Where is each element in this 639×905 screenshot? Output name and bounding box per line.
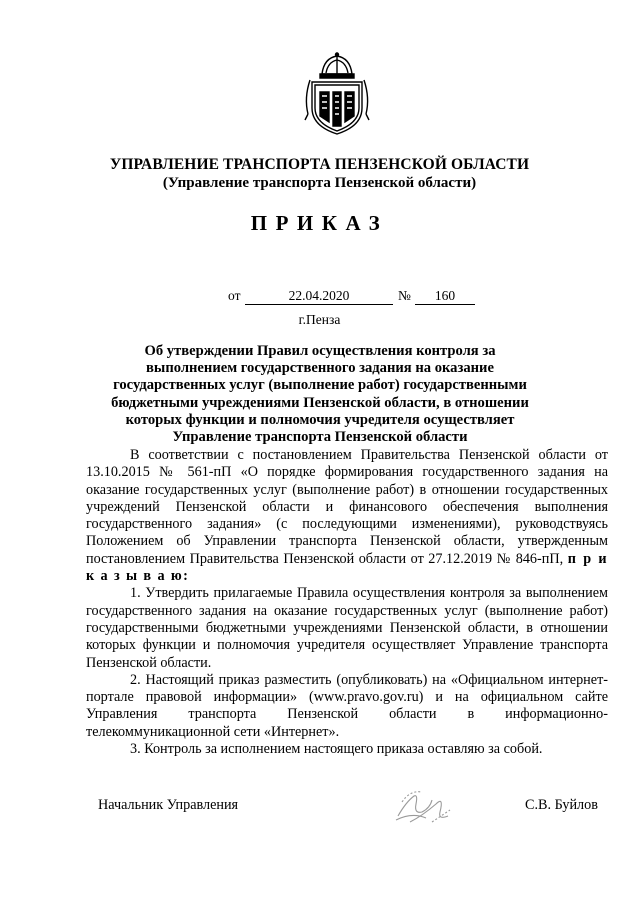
order-item-1: 1. Утвердить прилагаемые Правила осуществления контроля за выполнением государственного задания на оказание государственных услуг (выполнение работ) государственными бюджетными учреждениями Пензенской области, в отношении которых функции и полномочия учредителя осуществляет Управление транспорта Пензенской области. (86, 585, 608, 671)
document-body (86, 447, 608, 758)
organization-name: УПРАВЛЕНИЕ ТРАНСПОРТА ПЕНЗЕНСКОЙ ОБЛАСТИ (109, 156, 530, 173)
preamble-paragraph (86, 447, 608, 585)
document-title: Об утверждении Правил осуществления контроля за выполнением государственного задания на оказание государственных услуг (выполнение работ) государственными бюджетными учреждениями Пензенской области, в отношении которых функции и полномочия учредителя осуществляет Управление транспорта Пензенской области (111, 343, 529, 446)
order-item-3: 3. Контроль за исполнением настоящего приказа оставляю за собой. (130, 741, 543, 758)
coat-of-arms-icon (300, 52, 374, 136)
city: г.Пенза (298, 312, 341, 327)
number-label: № (398, 288, 411, 303)
signer-position: Начальник Управления (98, 797, 239, 813)
order-word: п р и к а з ы в а ю: (86, 550, 608, 585)
document-type: ПРИКАЗ (250, 211, 389, 235)
order-number: 160 (415, 288, 475, 305)
preamble-text: В соответствии с постановлением Правительства Пензенской области от 13.10.2015 № 561-пП «О порядке формирования государственного задания на оказание государственных услуг (выполнение работ) в отношении государственных учреждений Пензенской области и финансового обеспечения выполнения государственного задания» (с последующими изменениями), руководствуясь Положением об Управлении транспорта Пензенской области, утвержденным постановлением Правительства Пензенской области от 27.12.2019 № 846-пП, (86, 447, 608, 567)
order-item-2: 2. Настоящий приказ разместить (опубликовать) на «Официальном интернет-портале правовой информации» (www.pravo.gov.ru) и на официальном сайте Управления транспорта Пензенской области в информационно-телекоммуникационной сети «Интернет». (86, 671, 608, 740)
handwritten-signature (392, 782, 454, 830)
order-date: 22.04.2020 (245, 288, 393, 305)
organization-name-short: (Управление транспорта Пензенской области) (162, 175, 477, 191)
date-label: от (228, 288, 241, 303)
signer-name: С.В. Буйлов (525, 797, 598, 813)
